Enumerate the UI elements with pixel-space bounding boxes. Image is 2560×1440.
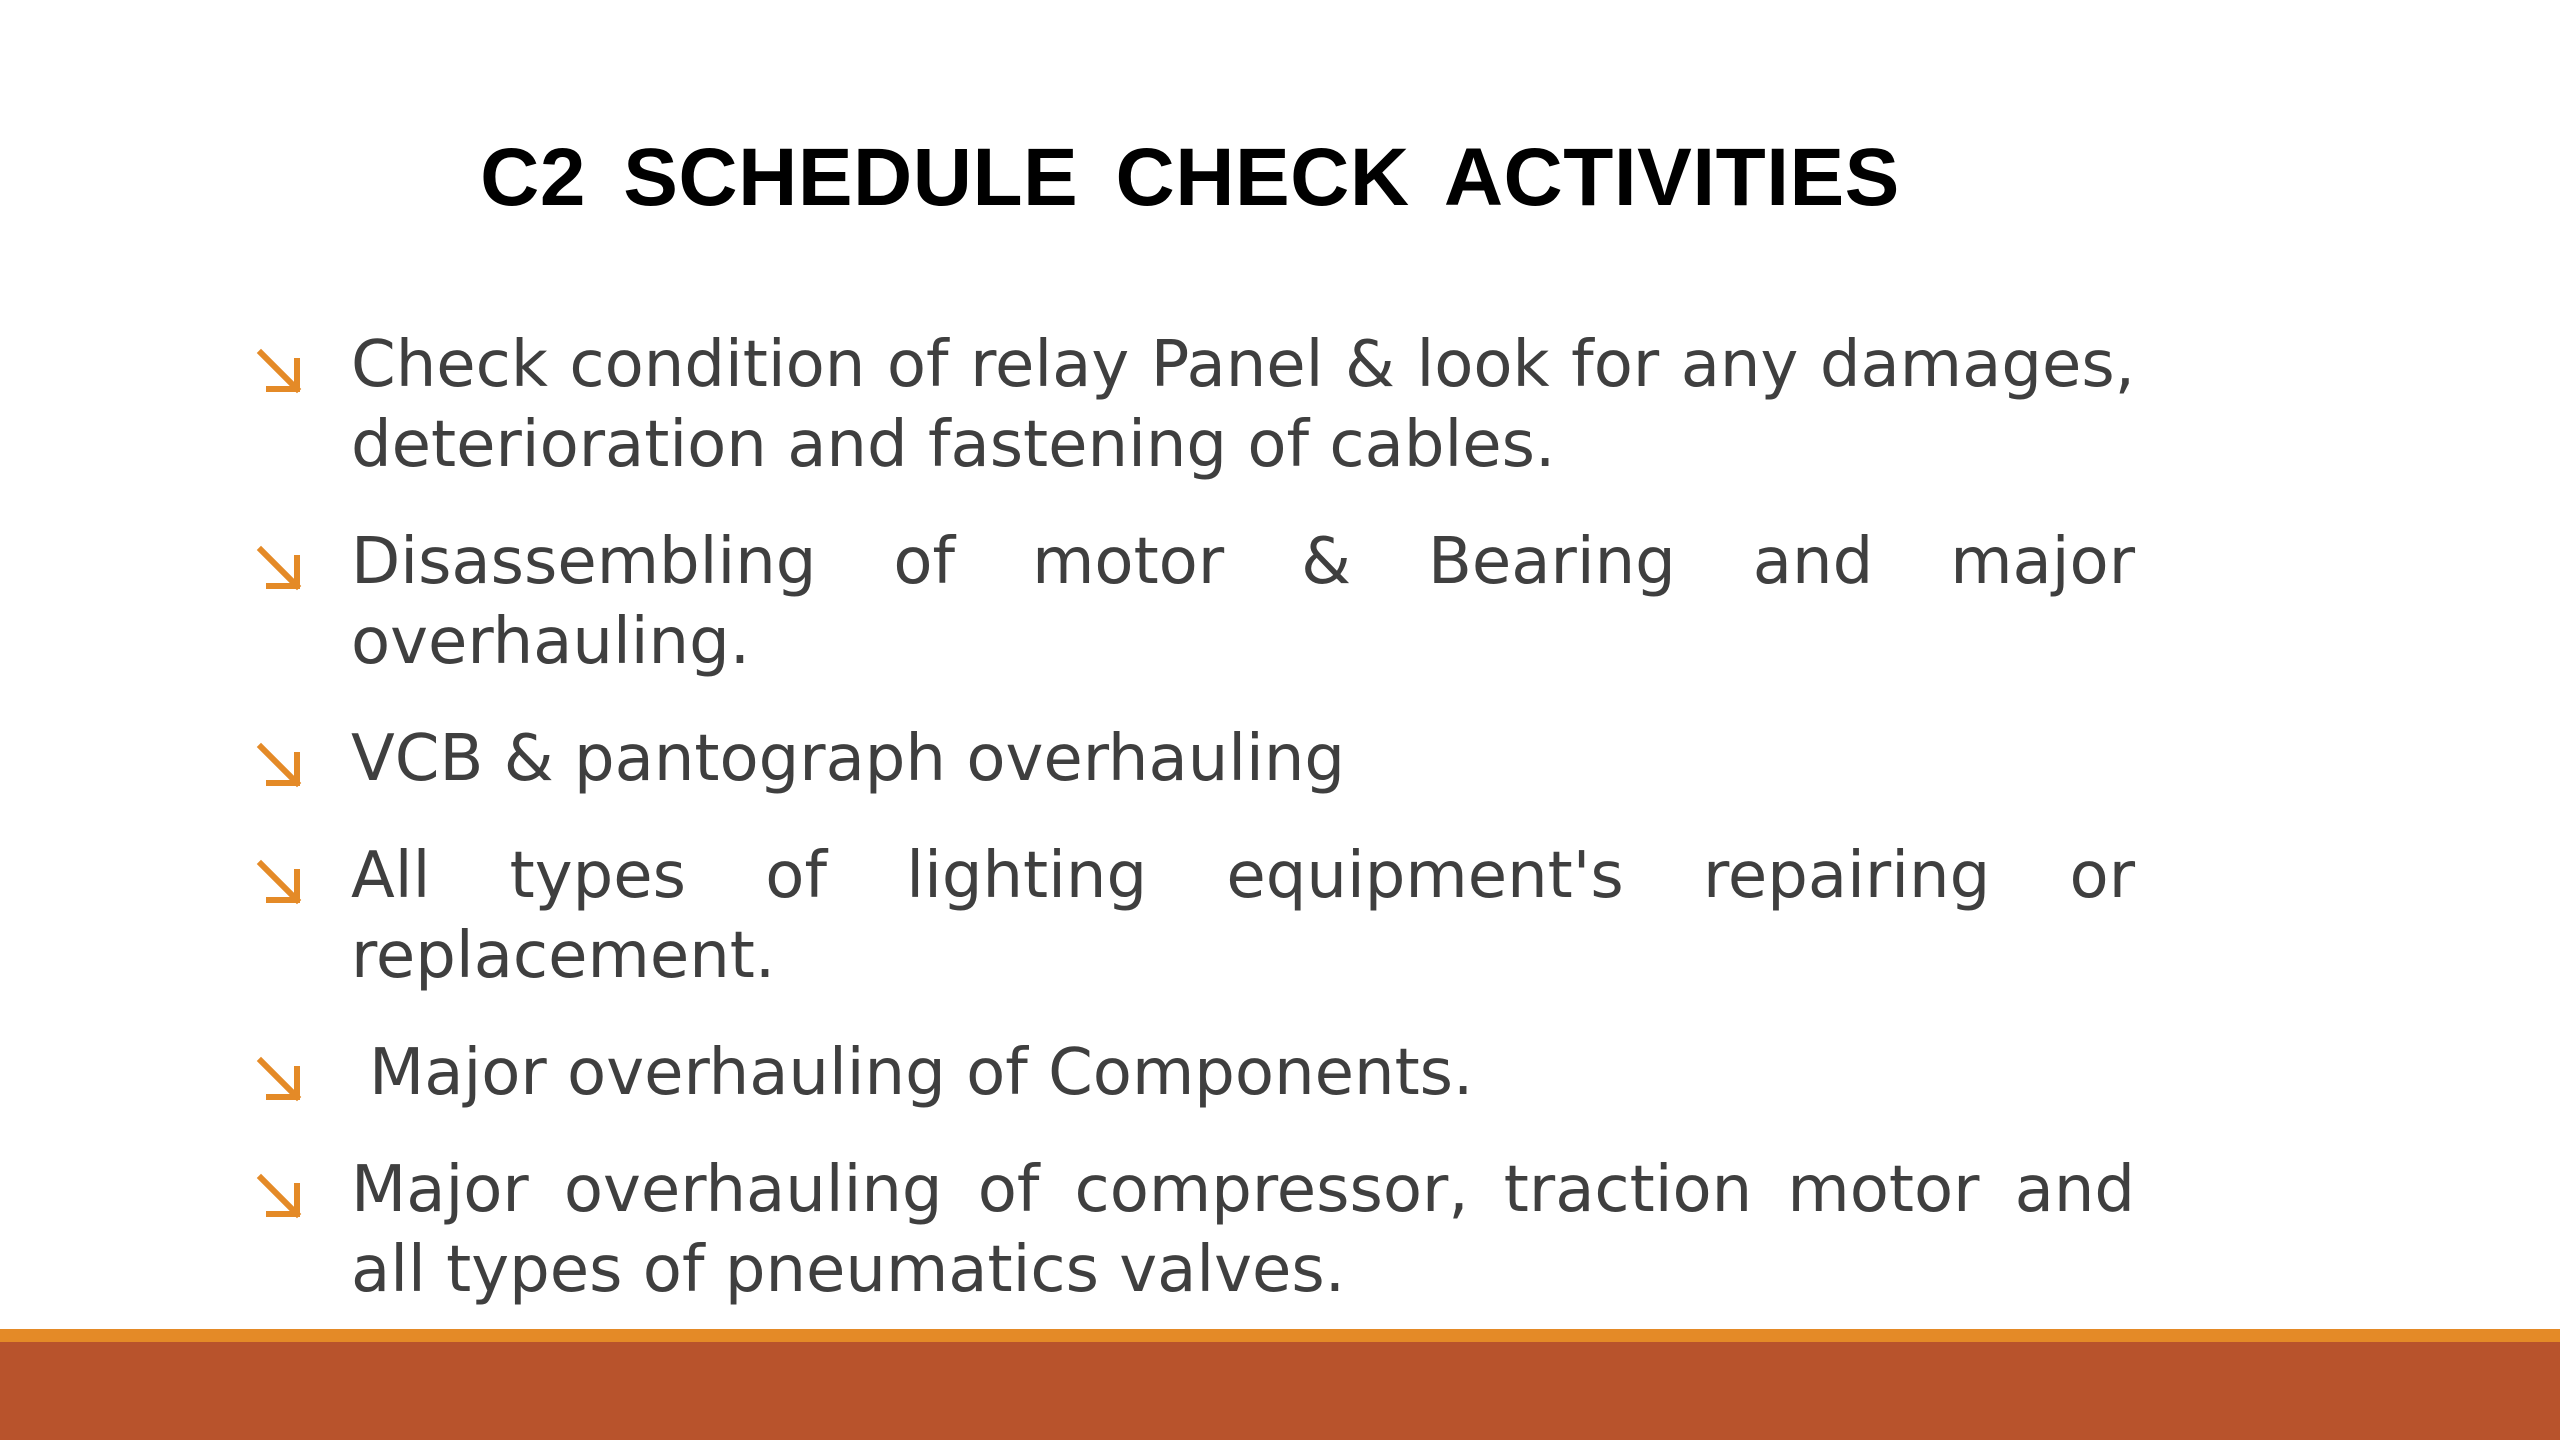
- bullet-text: Major overhauling of Components.: [369, 1036, 1474, 1110]
- bullet-item: [255, 1150, 2135, 1310]
- arrow-down-right-icon: [255, 858, 303, 906]
- bullet-item: [255, 522, 2135, 682]
- bullet-text: VCB & pantograph overhauling: [351, 722, 1345, 796]
- bullet-item: [255, 1033, 2135, 1113]
- arrow-down-right-icon: [255, 544, 303, 592]
- slide-title: C2 SCHEDULE CHECK ACTIVITIES: [480, 132, 1900, 223]
- bullet-item: [255, 836, 2135, 996]
- arrow-down-right-icon: [255, 1055, 303, 1103]
- bullet-text: All types of lighting equipment's repairing or replacement.: [351, 839, 2135, 993]
- footer-bar: [0, 1342, 2560, 1440]
- bullet-item: [255, 325, 2135, 485]
- bullet-text: Check condition of relay Panel & look for any damages, deterioration and fastening of cables.: [351, 328, 2135, 482]
- footer-accent-line: [0, 1329, 2560, 1342]
- bullet-list: [255, 325, 2135, 1440]
- bullet-text: Major overhauling of compressor, traction motor and all types of pneumatics valves.: [351, 1153, 2135, 1307]
- bullet-text: Disassembling of motor & Bearing and major overhauling.: [351, 525, 2135, 679]
- arrow-down-right-icon: [255, 1172, 303, 1220]
- bullet-item: [255, 719, 2135, 799]
- arrow-down-right-icon: [255, 741, 303, 789]
- arrow-down-right-icon: [255, 347, 303, 395]
